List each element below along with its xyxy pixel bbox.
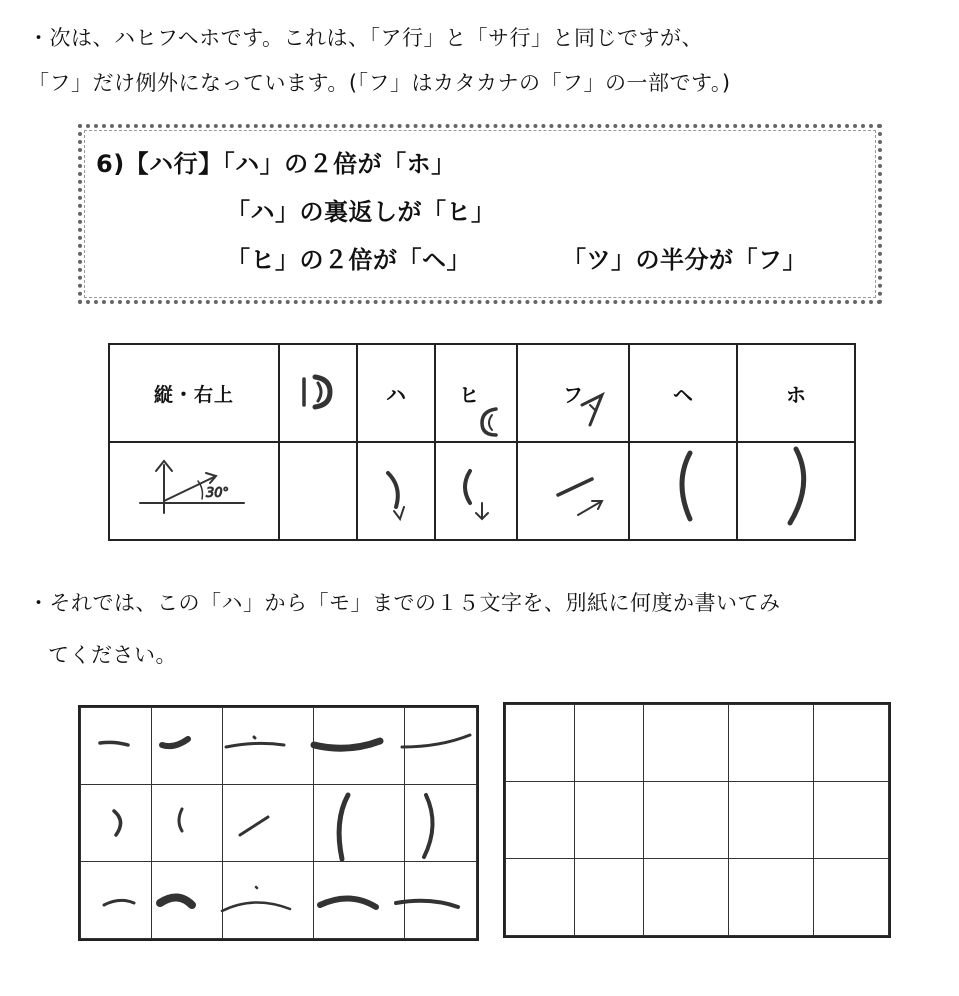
he-stroke-icon: [630, 443, 736, 539]
angle-diagram-cell: [109, 442, 279, 540]
rule-line-1: 6)【ハ行】「ハ」の２倍が「ホ」: [96, 150, 456, 178]
angle-diagram-icon: [110, 443, 278, 539]
stroke-cell-hi: [435, 442, 517, 540]
stroke-cell-he: [629, 442, 737, 540]
rule-line-3b: 「ツ」の半分が「フ」: [562, 246, 807, 274]
stroke-table: [108, 343, 856, 541]
header-hi: [435, 344, 517, 442]
header-he: [629, 344, 737, 442]
header-ha-label: ハ: [386, 383, 406, 407]
practice-line-1: ・それでは、この「ハ」から「モ」までの１５文字を、別紙に何度か書いてみ: [28, 591, 781, 615]
fu-direction-icon: [518, 345, 628, 441]
header-vertical-upright: [109, 344, 279, 442]
header-he-label: ヘ: [673, 383, 693, 407]
intro-line-2: 「フ」だけ例外になっています。(「フ」はカタカナの「フ」の一部です。): [28, 71, 731, 95]
header-hi-label: ヒ: [459, 383, 479, 407]
header-ha-hi-symbol: [279, 344, 357, 442]
hi-direction-icon: [436, 345, 516, 441]
hi-stroke-icon: [436, 443, 516, 539]
practice-blank-grid: [503, 702, 891, 938]
rule-line-3a: 「ヒ」の２倍が「ヘ」: [226, 246, 471, 274]
fu-stroke-icon: [518, 443, 628, 539]
stroke-cell-ha: [357, 442, 435, 540]
header-ho-label: ホ: [786, 383, 806, 407]
ha-hi-symbol-icon: [280, 345, 356, 441]
stroke-cell-fu: [517, 442, 629, 540]
practice-blank-grid-lines: [505, 704, 889, 936]
stroke-samples-icon: [80, 707, 481, 943]
header-fu-label: フ: [563, 383, 583, 407]
header-vertical-upright-label: 縦・右上: [153, 383, 234, 406]
ho-stroke-icon: [738, 443, 854, 539]
stroke-cell-blank: [279, 442, 357, 540]
ha-stroke-icon: [358, 443, 434, 539]
angle-label: 30°: [206, 486, 230, 501]
header-fu: [517, 344, 629, 442]
practice-line-2: てください。: [48, 643, 177, 667]
intro-line-1: ・次は、ハヒフヘホです。これは、「ア行」と「サ行」と同じですが、: [28, 26, 703, 50]
rule-line-2: 「ハ」の裏返しが「ヒ」: [226, 198, 496, 226]
header-ho: [737, 344, 855, 442]
stroke-cell-ho: [737, 442, 855, 540]
stroke-sample-grid: [78, 705, 479, 941]
